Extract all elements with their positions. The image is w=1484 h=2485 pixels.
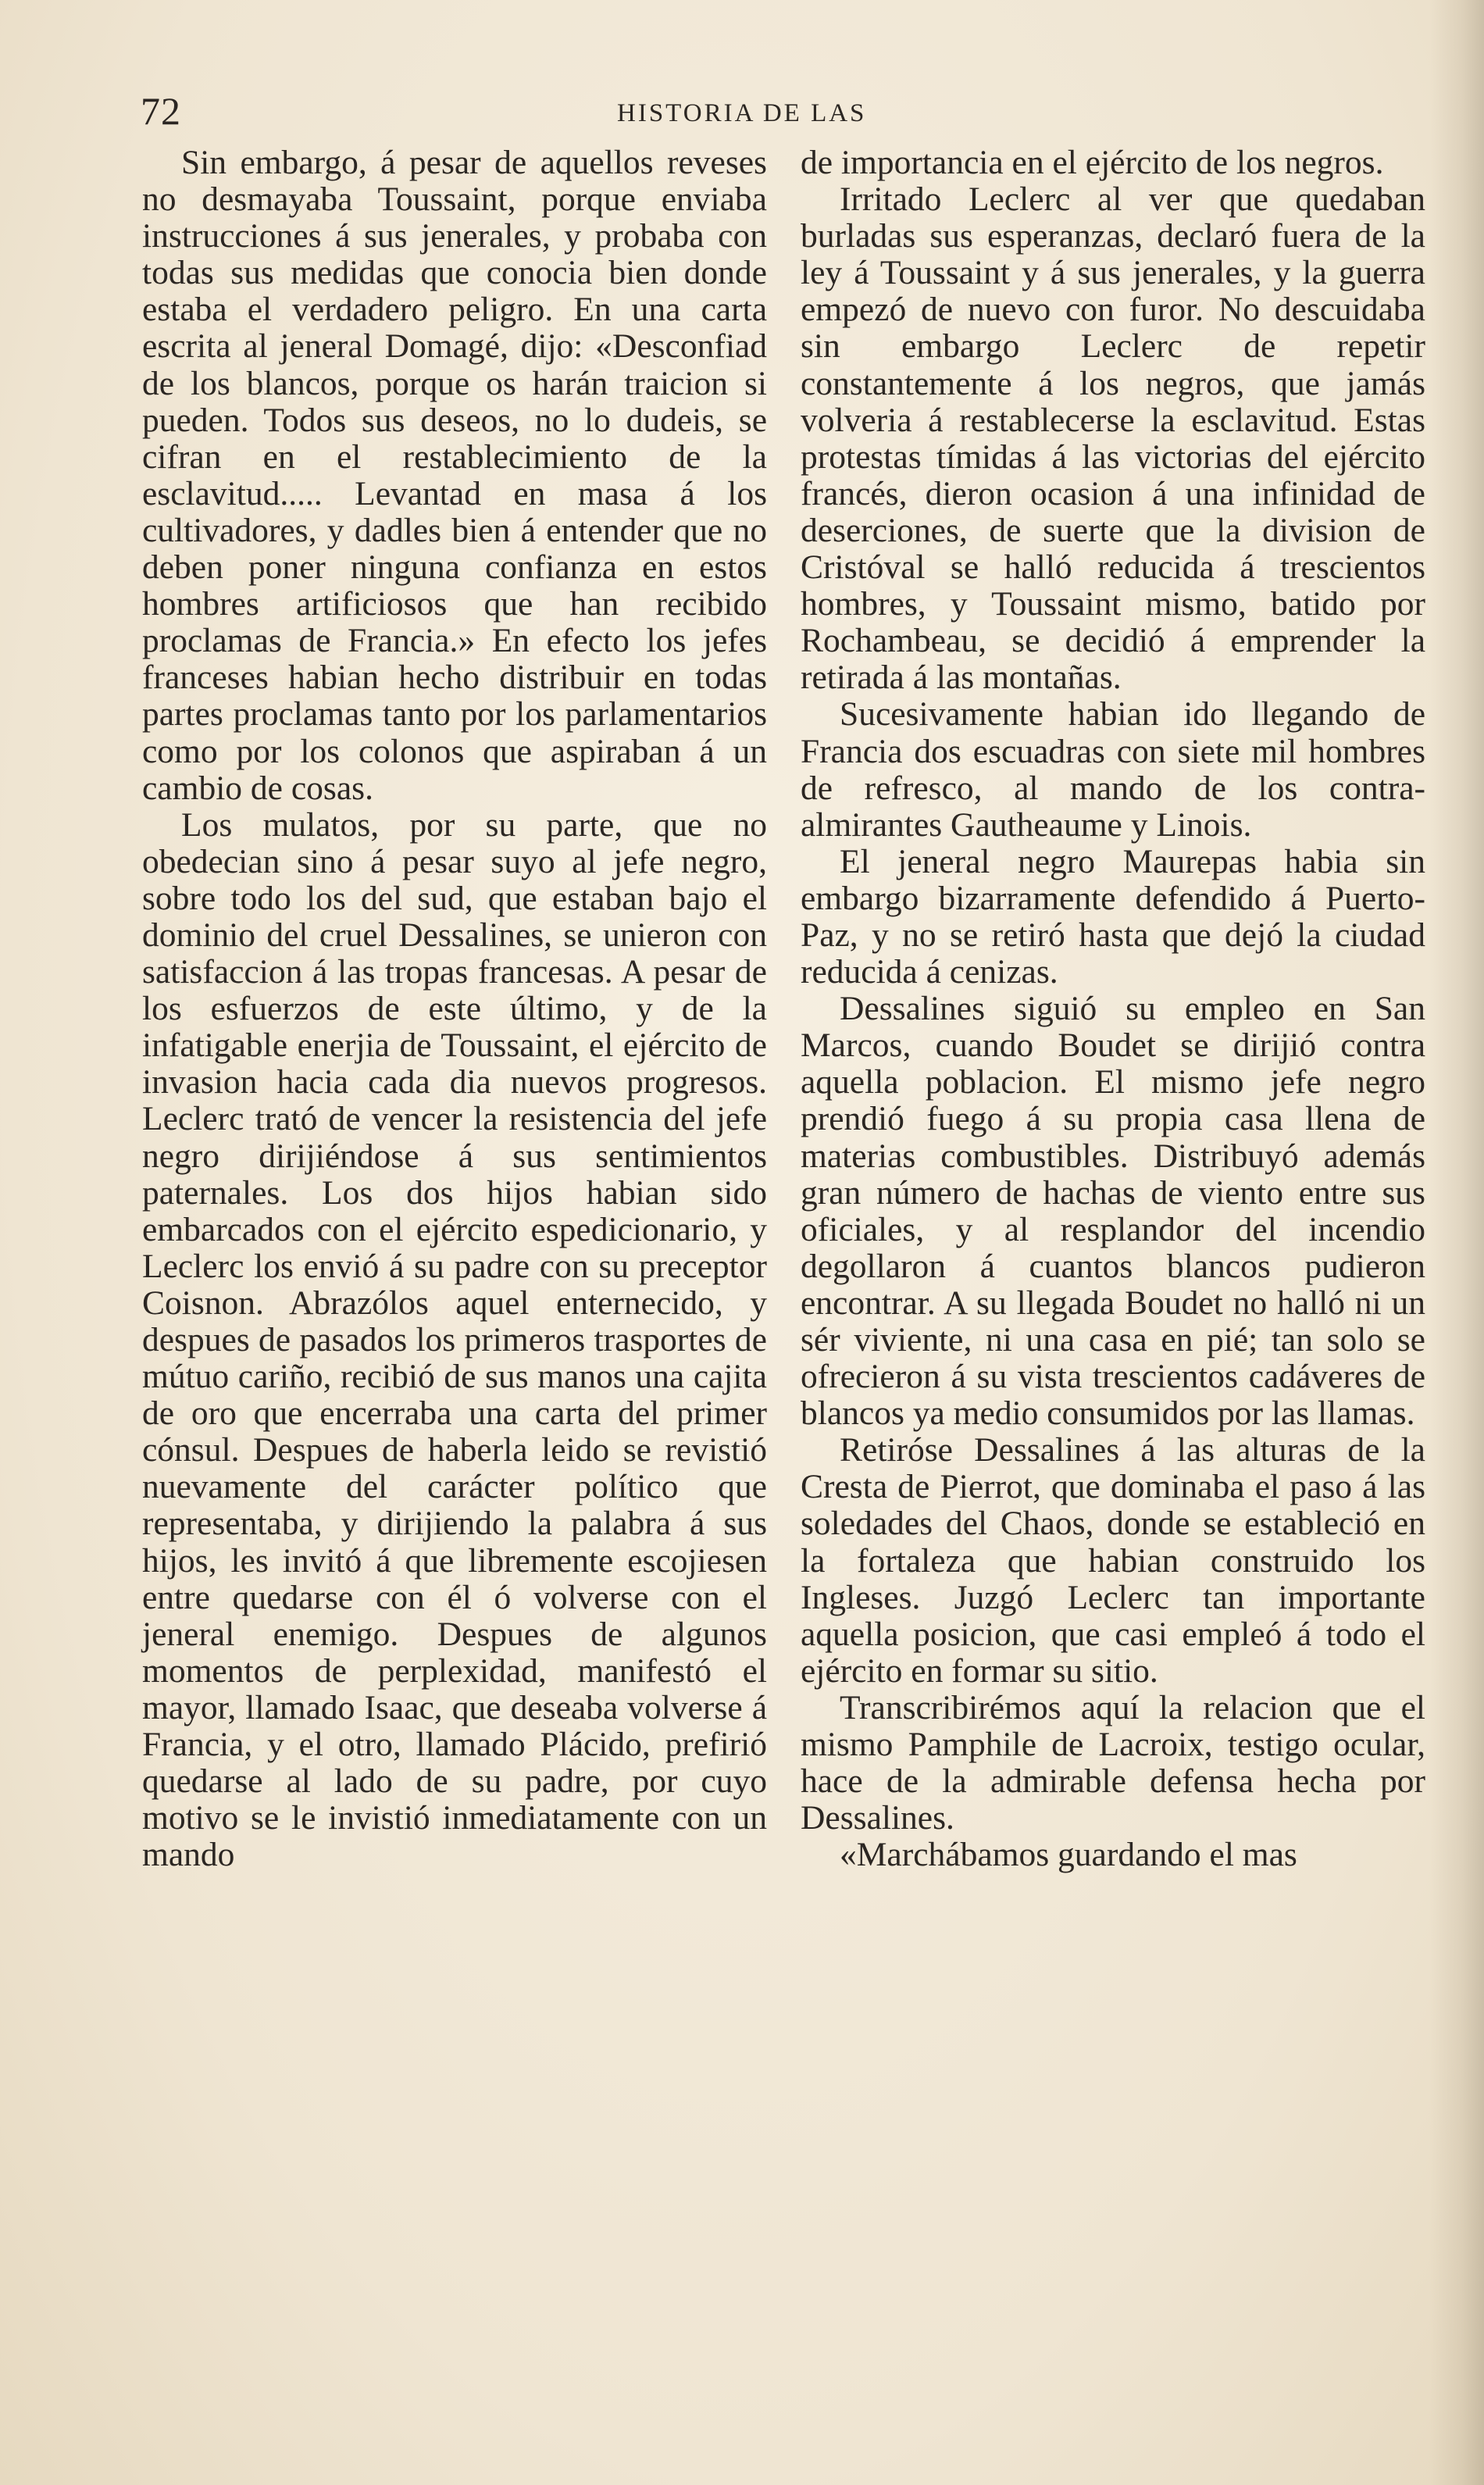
paragraph-continuation: de importancia en el ejército de los negros. [801,144,1384,181]
paragraph: Dessalines siguió su empleo en San Marcos, cuando Boudet se dirijió contra aquella poblacion. El mismo jefe negro prendió fuego á su propia casa llena de materias combustibles. Distribuyó además gran número de hachas de viento entre sus oficiales, y al resplandor del incendio degollaron á cuantos blancos pudieron encontrar. A su llegada Boudet no halló ni un sér viviente, ni una casa en pié; tan solo se ofrecieron á su vista trescientos cadáveres de blancos ya medio consumidos por las llamas. [801,990,1425,1433]
paragraph: Los mulatos, por su parte, que no obedecian sino á pesar suyo al jefe negro, sobre todo los del sud, que estaban bajo el dominio del cruel Dessalines, se unieron con satisfaccion á las tropas francesas. A pesar de los esfuerzos de este último, y de la infatigable enerjia de Toussaint, el ejército de invasion hacia cada dia nuevos progresos. Leclerc trató de vencer la resistencia del jefe negro dirijiéndose á sus sentimientos paternales. Los dos hijos habian sido embarcados con el ejército espedicionario, y Leclerc los envió á su padre con su preceptor Coisnon. Abrazólos aquel enternecido, y despues de pasados los primeros trasportes de mútuo cariño, recibió de sus manos una cajita de oro que encerraba una carta del primer cónsul. Despues de haberla leido se revistió nuevamente del carácter político que representaba, y dirijiendo la palabra á sus hijos, les invitó á que libremente escojiesen entre quedarse con él ó volverse con el jeneral enemigo. Despues de algunos momentos de perplexidad, manifestó el mayor, llamado Isaac, que deseaba volverse á Francia, y el otro, llamado Plácido, prefirió quedarse al lado de su padre, por cuyo motivo se le invistió inmediatamente con un mando [142,805,767,1874]
page-header [141,87,1422,134]
right-column [801,145,1425,1873]
paragraph: El jeneral negro Maurepas habia sin embargo bizarramente defendido á Puerto-Paz, y no se retiró hasta que dejó la ciudad reducida á cenizas. [801,842,1425,991]
paragraph: Sucesivamente habian ido llegando de Francia dos escuadras con siete mil hombres de refresco, al mando de los contra-almirantes Gautheaume y Linois. [801,695,1425,844]
paragraph: Sin embargo, á pesar de aquellos reveses no desmayaba Toussaint, porque enviaba instrucciones á sus jenerales, y probaba con todas sus medidas que conocia bien donde estaba el verdadero peligro. En una carta escrita al jeneral Domagé, dijo: «Desconfiad de los blancos, porque os harán traicion si pueden. Todos sus deseos, no lo dudeis, se cifran en el restablecimiento de la esclavitud..... Levantad en masa á los cultivadores, y dadles bien á entender que no deben poner ninguna confianza en estos hombres artificiosos que han recibido proclamas de Francia.» En efecto los jefes franceses habian hecho distribuir en todas partes proclamas tanto por los parlamentarios como por los colonos que aspiraban á un cambio de cosas. [142,144,767,807]
page-number: 72 [141,89,181,133]
page-edge-shadow [1429,0,1484,2485]
paragraph: Irritado Leclerc al ver que quedaban burladas sus esperanzas, declaró fuera de la ley á Toussaint y á sus jenerales, y la guerra empezó de nuevo con furor. No descuidaba sin embargo Leclerc de repetir constantemente á los negros, que jamás volveria á restablecerse la esclavitud. Estas protestas tímidas á las victorias del ejército francés, dieron ocasion á una infinidad de deserciones, de suerte que la division de Cristóval se halló reducida á trescientos hombres, y Toussaint mismo, batido por Rochambeau, se decidió á emprender la retirada á las montañas. [801,180,1425,697]
paragraph: Transcribirémos aquí la relacion que el mismo Pamphile de Lacroix, testigo ocular, hace de la admirable defensa hecha por Dessalines. [801,1688,1425,1837]
left-column [142,145,767,1873]
running-head: HISTORIA DE LAS [617,99,867,127]
paragraph: «Marchábamos guardando el mas [840,1836,1297,1874]
paragraph: Retiróse Dessalines á las alturas de la Cresta de Pierrot, que dominaba el paso á las soledades del Chaos, donde se estableció en la fortaleza que habian construido los Ingleses. Juzgó Leclerc tan importante aquella posicion, que casi empleó á todo el ejército en formar su sitio. [801,1431,1425,1690]
